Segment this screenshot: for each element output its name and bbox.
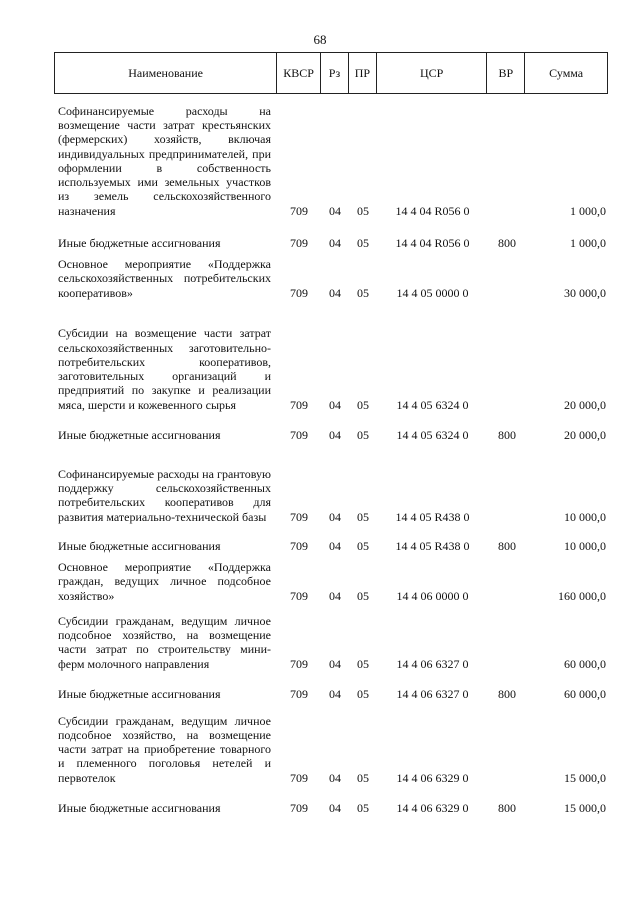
table-row: [54, 218, 608, 250]
row-sum: 15 000,0: [564, 770, 606, 785]
table-row: [54, 671, 608, 701]
header-pr: ПР: [349, 53, 377, 93]
row-sum: 1 000,0: [570, 235, 606, 250]
row-vr: 800: [498, 235, 516, 250]
row-pr: 05: [357, 770, 369, 785]
row-rz: 04: [329, 656, 341, 671]
row-pr: 05: [357, 686, 369, 701]
row-csr: 14 4 05 6324 0: [396, 427, 469, 442]
table-body: [54, 100, 608, 815]
row-name: Субсидии на возмещение части затрат сельскохозяйственных заготовительно-потребительских кооперативов, заготовительных организаций и предприятий по закупке и реализации мяса, шерсти и кожевенного сырья: [58, 326, 271, 412]
row-csr: 14 4 05 0000 0: [396, 285, 469, 300]
row-sum: 160 000,0: [558, 588, 606, 603]
row-rz: 04: [329, 235, 341, 250]
table-row: [54, 250, 608, 300]
row-kvsr: 709: [290, 686, 308, 701]
row-sum: 15 000,0: [564, 800, 606, 815]
row-csr: 14 4 05 R438 0: [395, 509, 470, 524]
header-vr: ВР: [487, 53, 525, 93]
header-csr: ЦСР: [377, 53, 488, 93]
row-pr: 05: [357, 509, 369, 524]
table-row: [54, 412, 608, 442]
row-name: Основное мероприятие «Поддержка граждан, ведущих личное подсобное хозяйство»: [58, 560, 271, 603]
row-vr: 800: [498, 800, 516, 815]
row-csr: 14 4 04 R056 0: [395, 203, 470, 218]
row-rz: 04: [329, 800, 341, 815]
row-name: Софинансируемые расходы на возмещение части затрат крестьянских (фермерских) хозяйств, включая индивидуальных предпринимателей, при оформлении в собственность используемых ими земельных участков из земель сельскохозяйственного назначения: [58, 103, 271, 218]
row-vr: 800: [498, 686, 516, 701]
table-header: [54, 52, 608, 94]
table-row: [54, 553, 608, 603]
row-name: Иные бюджетные ассигнования: [58, 427, 221, 442]
row-pr: 05: [357, 203, 369, 218]
row-pr: 05: [357, 800, 369, 815]
row-name: Иные бюджетные ассигнования: [58, 235, 221, 250]
row-csr: 14 4 04 R056 0: [395, 235, 470, 250]
table-row: [54, 701, 608, 785]
row-sum: 60 000,0: [564, 686, 606, 701]
row-name: Субсидии гражданам, ведущим личное подсобное хозяйство, на возмещение части затрат на приобретение товарного и племенного поголовья нетелей и первотелок: [58, 713, 271, 785]
row-name: Софинансируемые расходы на грантовую поддержку сельскохозяйственных потребительских кооперативов для развития материально-технической базы: [58, 466, 271, 524]
header-sum: Сумма: [549, 65, 584, 80]
row-sum: 20 000,0: [564, 397, 606, 412]
row-pr: 05: [357, 427, 369, 442]
row-kvsr: 709: [290, 285, 308, 300]
row-pr: 05: [357, 235, 369, 250]
row-kvsr: 709: [290, 235, 308, 250]
row-name: Основное мероприятие «Поддержка сельскохозяйственных потребительских кооперативов»: [58, 257, 271, 300]
row-name: Иные бюджетные ассигнования: [58, 800, 221, 815]
row-pr: 05: [357, 285, 369, 300]
row-pr: 05: [357, 588, 369, 603]
row-kvsr: 709: [290, 397, 308, 412]
row-rz: 04: [329, 427, 341, 442]
row-csr: 14 4 06 6327 0: [396, 686, 469, 701]
table-row: [54, 300, 608, 412]
table-row: [54, 524, 608, 553]
row-rz: 04: [329, 397, 341, 412]
table-row: [54, 100, 608, 218]
row-vr: 800: [498, 427, 516, 442]
row-csr: 14 4 06 6327 0: [396, 656, 469, 671]
row-rz: 04: [329, 686, 341, 701]
row-pr: 05: [357, 656, 369, 671]
table-row: [54, 603, 608, 671]
row-sum: 30 000,0: [564, 285, 606, 300]
row-sum: 10 000,0: [564, 538, 606, 553]
row-rz: 04: [329, 588, 341, 603]
header-name: Наименование: [55, 53, 277, 93]
row-sum: 10 000,0: [564, 509, 606, 524]
row-kvsr: 709: [290, 588, 308, 603]
row-csr: 14 4 05 6324 0: [396, 397, 469, 412]
table-row: [54, 785, 608, 815]
table-row: [54, 442, 608, 524]
row-pr: 05: [357, 397, 369, 412]
row-name: Иные бюджетные ассигнования: [58, 686, 221, 701]
page-number: 68: [313, 32, 327, 47]
row-rz: 04: [329, 509, 341, 524]
row-rz: 04: [329, 538, 341, 553]
header-rz: Рз: [321, 53, 349, 93]
row-sum: 60 000,0: [564, 656, 606, 671]
row-rz: 04: [329, 203, 341, 218]
row-rz: 04: [329, 770, 341, 785]
row-csr: 14 4 05 R438 0: [395, 538, 470, 553]
row-csr: 14 4 06 6329 0: [396, 800, 469, 815]
header-kvsr: КВСР: [277, 53, 321, 93]
row-csr: 14 4 06 0000 0: [396, 588, 469, 603]
row-kvsr: 709: [290, 770, 308, 785]
row-sum: 1 000,0: [570, 203, 606, 218]
row-csr: 14 4 06 6329 0: [396, 770, 469, 785]
row-pr: 05: [357, 538, 369, 553]
row-kvsr: 709: [290, 800, 308, 815]
row-vr: 800: [498, 538, 516, 553]
row-name: Иные бюджетные ассигнования: [58, 538, 221, 553]
row-kvsr: 709: [290, 427, 308, 442]
row-rz: 04: [329, 285, 341, 300]
row-kvsr: 709: [290, 538, 308, 553]
row-sum: 20 000,0: [564, 427, 606, 442]
row-kvsr: 709: [290, 203, 308, 218]
row-kvsr: 709: [290, 509, 308, 524]
row-name: Субсидии гражданам, ведущим личное подсобное хозяйство, на возмещение части затрат по строительству мини-ферм молочного направления: [58, 613, 271, 671]
row-kvsr: 709: [290, 656, 308, 671]
